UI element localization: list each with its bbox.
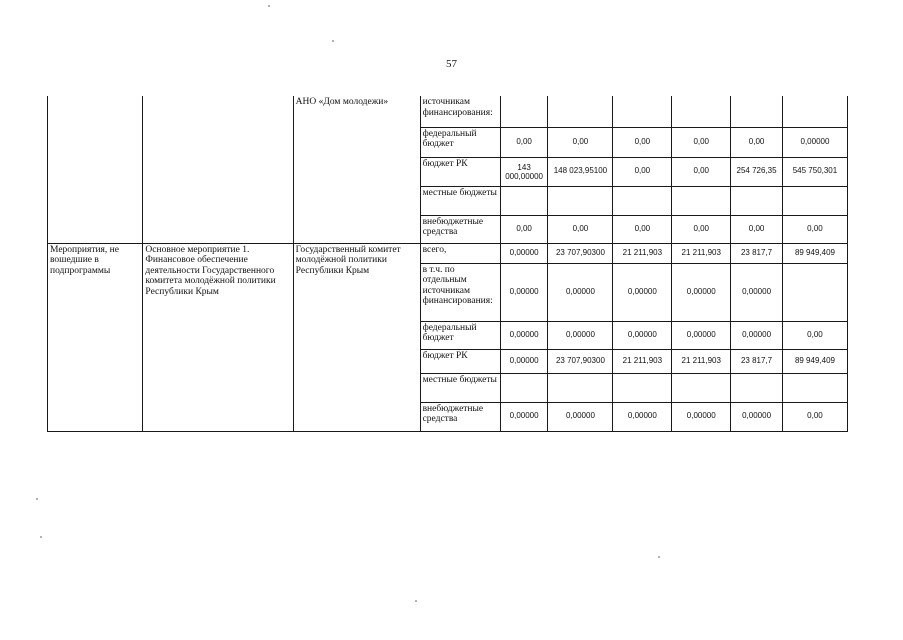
- value-cell: 0,00000: [500, 349, 548, 373]
- value-cell: 0,00000: [731, 402, 783, 431]
- value-cell: 0,00: [782, 215, 847, 243]
- value-cell: 0,00000: [548, 263, 613, 321]
- value-cell: [782, 263, 847, 321]
- value-cell: 0,00: [782, 321, 847, 349]
- scan-speck: [36, 498, 38, 500]
- value-cell: 23 817,7: [731, 349, 783, 373]
- value-cell: [500, 186, 548, 215]
- value-cell: 23 707,90300: [548, 349, 613, 373]
- value-cell: 0,00000: [500, 263, 548, 321]
- value-cell: 0,00: [672, 215, 731, 243]
- value-cell: [731, 186, 783, 215]
- value-cell: 0,00: [731, 215, 783, 243]
- table-row: [48, 96, 848, 127]
- source-label: местные бюджеты: [420, 373, 500, 402]
- value-cell: 0,00000: [500, 243, 548, 263]
- value-cell: 0,00: [613, 127, 672, 157]
- value-cell: 0,00000: [613, 402, 672, 431]
- value-cell: 0,00: [782, 402, 847, 431]
- value-cell: [548, 373, 613, 402]
- value-cell: 0,00: [672, 157, 731, 186]
- value-cell: 0,00000: [613, 321, 672, 349]
- value-cell: 0,00000: [548, 321, 613, 349]
- page-number: 57: [446, 58, 457, 70]
- value-cell: 0,00: [548, 215, 613, 243]
- value-cell: 89 949,409: [782, 243, 847, 263]
- value-cell: 21 211,903: [613, 243, 672, 263]
- value-cell: 0,00000: [731, 321, 783, 349]
- program-cell: Мероприятия, не вошедшие в подпрограммы: [48, 243, 143, 431]
- value-cell: [500, 96, 548, 127]
- executor-cell: Государственный комитет молодёжной политики Республики Крым: [293, 243, 420, 431]
- value-cell: [731, 373, 783, 402]
- value-cell: 89 949,409: [782, 349, 847, 373]
- scan-speck: [658, 556, 660, 558]
- source-label: федеральный бюджет: [420, 127, 500, 157]
- value-cell: 0,00000: [500, 321, 548, 349]
- value-cell: [548, 96, 613, 127]
- empty-cell: [143, 96, 293, 243]
- scan-speck: [332, 40, 334, 42]
- value-cell: 0,00: [548, 127, 613, 157]
- value-cell: 545 750,301: [782, 157, 847, 186]
- value-cell: 0,00000: [672, 263, 731, 321]
- source-label: источникам финансирования:: [420, 96, 500, 127]
- executor-cell: АНО «Дом молодежи»: [293, 96, 420, 243]
- value-cell: [613, 373, 672, 402]
- source-label: внебюджетные средства: [420, 215, 500, 243]
- table-row: [48, 243, 848, 263]
- financing-table: [47, 96, 848, 432]
- value-cell: [782, 96, 847, 127]
- source-label: бюджет РК: [420, 157, 500, 186]
- activity-cell: Основное мероприятие 1. Финансовое обеспечение деятельности Государственного комитета молодёжной политики Республики Крым: [143, 243, 293, 431]
- value-cell: [672, 96, 731, 127]
- value-cell: [613, 186, 672, 215]
- source-label: всего,: [420, 243, 500, 263]
- value-cell: [672, 186, 731, 215]
- source-label: местные бюджеты: [420, 186, 500, 215]
- source-label: в т.ч. по отдельным источникам финансирования:: [420, 263, 500, 321]
- value-cell: [500, 373, 548, 402]
- value-cell: 21 211,903: [613, 349, 672, 373]
- value-cell: 0,00000: [500, 402, 548, 431]
- value-cell: [782, 373, 847, 402]
- scan-speck: [268, 5, 270, 7]
- empty-cell: [48, 96, 143, 243]
- value-cell: 0,00: [731, 127, 783, 157]
- value-cell: 0,00: [500, 215, 548, 243]
- value-cell: [613, 96, 672, 127]
- value-cell: 21 211,903: [672, 349, 731, 373]
- value-cell: [672, 373, 731, 402]
- value-cell: 0,00000: [613, 263, 672, 321]
- value-cell: 0,00: [500, 127, 548, 157]
- value-cell: 0,00000: [672, 402, 731, 431]
- value-cell: 0,00000: [672, 321, 731, 349]
- value-cell: [548, 186, 613, 215]
- value-cell: 0,00: [672, 127, 731, 157]
- value-cell: [731, 96, 783, 127]
- source-label: федеральный бюджет: [420, 321, 500, 349]
- source-label: бюджет РК: [420, 349, 500, 373]
- value-cell: 148 023,95100: [548, 157, 613, 186]
- value-cell: 0,00000: [731, 263, 783, 321]
- value-cell: 21 211,903: [672, 243, 731, 263]
- value-cell: 23 707,90300: [548, 243, 613, 263]
- value-cell: 143 000,00000: [500, 157, 548, 186]
- value-cell: 0,00000: [548, 402, 613, 431]
- value-cell: 0,00000: [782, 127, 847, 157]
- value-cell: 23 817,7: [731, 243, 783, 263]
- value-cell: 254 726,35: [731, 157, 783, 186]
- value-cell: [782, 186, 847, 215]
- scan-speck: [415, 600, 417, 602]
- value-cell: 0,00: [613, 157, 672, 186]
- source-label: внебюджетные средства: [420, 402, 500, 431]
- scan-speck: [40, 536, 42, 538]
- value-cell: 0,00: [613, 215, 672, 243]
